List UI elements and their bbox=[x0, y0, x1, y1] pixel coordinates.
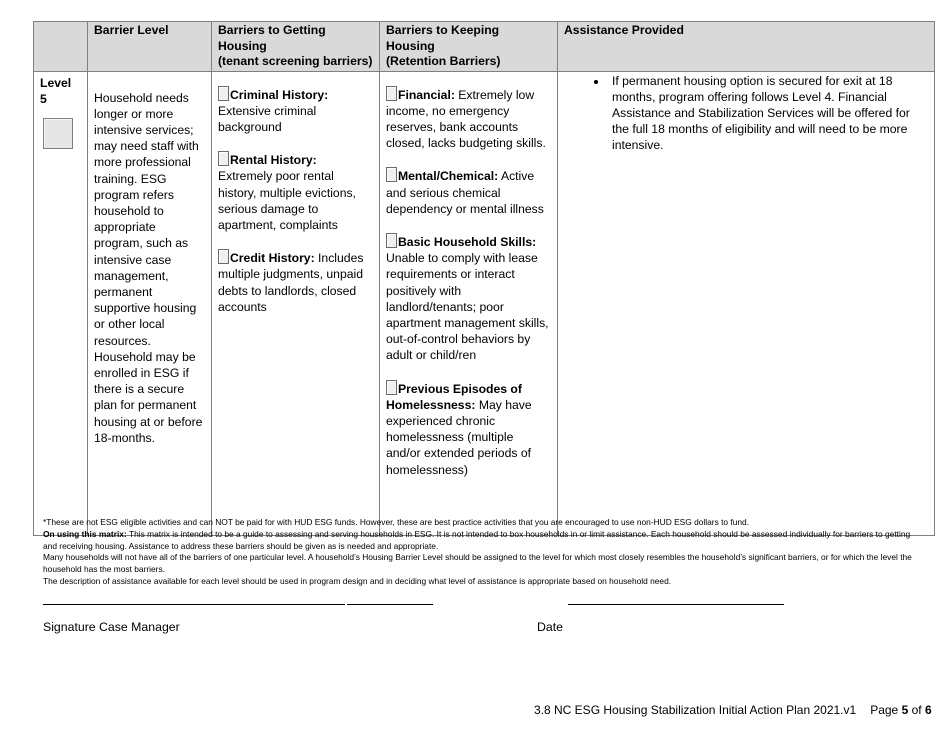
header-barrier-level: Barrier Level bbox=[88, 22, 212, 72]
checkbox-criminal-history[interactable] bbox=[218, 86, 229, 101]
table-header-row bbox=[34, 22, 935, 72]
page-total: 6 bbox=[924, 703, 932, 717]
getting-housing-cell bbox=[212, 71, 380, 535]
page-footer bbox=[534, 703, 932, 717]
level-description: Household needs longer or more intensive services; may need staff with more professional training. ESG program refers household to appropriate program, such as intensive case management, permanent supportive housing or other local resources. Household may be enrolled in ESG if there is a secure plan for permanent housing at or before 18-months. bbox=[94, 90, 203, 445]
assistance-list bbox=[564, 73, 928, 154]
header-keeping-housing-line2: (Retention Barriers) bbox=[386, 54, 501, 68]
checkbox-credit-history[interactable] bbox=[218, 249, 229, 264]
signature-case-manager-label: Signature Case Manager bbox=[43, 620, 180, 634]
page-of: of bbox=[911, 703, 922, 717]
footnote-description: The description of assistance available for each level should be used in program design and in deciding what level of assistance is appropriate based on household need. bbox=[43, 575, 672, 586]
barrier-text: Extremely low income, no emergency reserves, bank accounts closed, lacks budgeting skills. bbox=[386, 87, 546, 151]
header-getting-housing bbox=[212, 22, 380, 72]
date-line bbox=[568, 604, 784, 605]
level-checkbox[interactable] bbox=[43, 118, 73, 149]
barrier-text: Active and serious chemical dependency or mental illness bbox=[386, 169, 544, 216]
barrier-mental-chemical bbox=[386, 167, 551, 217]
barrier-text: Extensive criminal background bbox=[218, 103, 317, 134]
barrier-name: Credit History: bbox=[230, 251, 315, 266]
barrier-text: Unable to comply with lease requirements or interact positively with landlord/tenants; poor apartment management skills, out-of-control behaviors by adult or child/ren bbox=[386, 251, 549, 363]
assistance-item: • If permanent housing option is secured for exit at 18 months, program offering follows Level 4. Financial Assistance and Stabilization Services will be offered for the full 18 months of eligibility and will need to be more intensive. bbox=[608, 73, 928, 154]
document-title: 3.8 NC ESG Housing Stabilization Initial Action Plan 2021.v1 bbox=[534, 703, 857, 717]
header-getting-housing-line1: Barriers to Getting Housing bbox=[218, 23, 326, 53]
barrier-level-cell bbox=[88, 71, 212, 535]
header-keeping-housing bbox=[380, 22, 558, 72]
footnote-star: *These are not ESG eligible activities and can NOT be paid for with HUD ESG funds. However, these are best practice activities that you are encouraged to use non-HUD ESG dollars to fund. bbox=[43, 517, 750, 527]
footnote-using-text: This matrix is intended to be a guide to assessing and serving households in ESG. It is not intended to box households in or limit assistance. Each household should be assessed individually for barriers to getting and receiving housing. Assistance to address these barriers should be given as is needed and appropriate. bbox=[43, 528, 911, 551]
table-row-level-5 bbox=[34, 71, 935, 535]
barrier-name: Financial: bbox=[398, 87, 455, 102]
barrier-text: Includes multiple judgments, unpaid debts to landlords, closed accounts bbox=[218, 251, 364, 314]
barrier-text: May have experienced chronic homelessness (multiple and/or extended periods of homelessness) bbox=[386, 397, 532, 477]
barrier-matrix-table bbox=[33, 21, 935, 536]
footnotes bbox=[43, 517, 923, 588]
header-assistance-provided: Assistance Provided bbox=[558, 22, 935, 72]
footnote-many-households: Many households will not have all of the barriers of one particular level. A household’s Housing Barrier Level should be assigned to the level for which most closely resembles the household’s significant barriers, or for which the level the household has the most barriers. bbox=[43, 552, 912, 575]
date-label: Date bbox=[537, 620, 563, 634]
checkbox-previous-homelessness[interactable] bbox=[386, 380, 397, 395]
barrier-criminal-history bbox=[218, 86, 373, 136]
header-getting-housing-line2: (tenant screening barriers) bbox=[218, 54, 373, 68]
checkbox-financial[interactable] bbox=[386, 86, 397, 101]
barrier-name: Mental/Chemical: bbox=[398, 169, 499, 184]
keeping-housing-cell bbox=[380, 71, 558, 535]
level-label: Level 5 bbox=[40, 75, 72, 106]
footnote-using-label: On using this matrix: bbox=[43, 528, 127, 539]
barrier-name: Basic Household Skills: bbox=[398, 234, 537, 249]
header-level bbox=[34, 22, 88, 72]
barrier-financial bbox=[386, 86, 551, 152]
barrier-previous-homelessness bbox=[386, 380, 551, 478]
checkbox-basic-household-skills[interactable] bbox=[386, 233, 397, 248]
barrier-rental-history bbox=[218, 151, 373, 233]
barrier-name: Previous Episodes of Homelessness: bbox=[386, 381, 522, 412]
signature-line-extension bbox=[347, 604, 433, 605]
header-keeping-housing-line1: Barriers to Keeping Housing bbox=[386, 23, 500, 53]
footnote-using-matrix bbox=[43, 529, 923, 553]
checkbox-mental-chemical[interactable] bbox=[386, 167, 397, 182]
page-current: 5 bbox=[901, 703, 909, 717]
signature-line bbox=[43, 604, 345, 605]
assistance-cell bbox=[558, 71, 935, 535]
checkbox-rental-history[interactable] bbox=[218, 151, 229, 166]
barrier-credit-history bbox=[218, 249, 373, 315]
level-cell bbox=[34, 71, 88, 535]
barrier-basic-household-skills bbox=[386, 233, 551, 364]
barrier-name: Criminal History: bbox=[230, 87, 329, 102]
page-word: Page bbox=[870, 703, 899, 717]
barrier-name: Rental History: bbox=[230, 153, 317, 168]
barrier-text: Extremely poor rental history, multiple evictions, serious damage to apartment, complaints bbox=[218, 169, 356, 232]
